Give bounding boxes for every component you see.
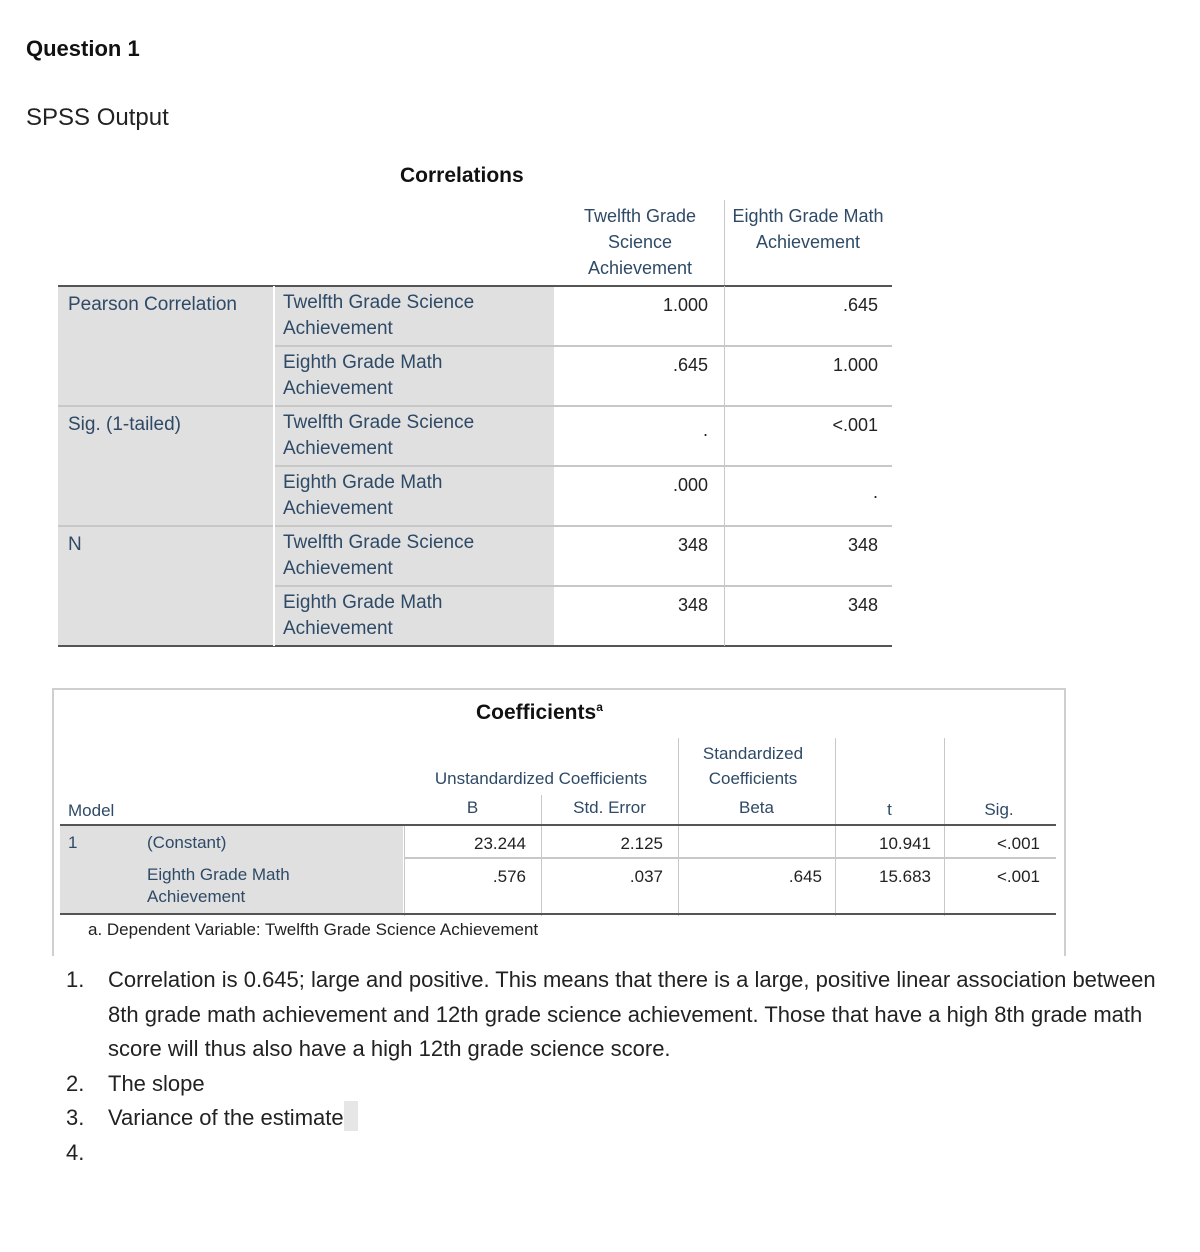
col-header-twelfth-science: Twelfth Grade Science Achievement: [583, 206, 697, 278]
coef-b: 23.244: [474, 834, 526, 853]
group-header-unstandardized: Unstandardized Coefficients: [434, 769, 648, 788]
answer-text[interactable]: Variance of the estimate: [108, 1105, 344, 1130]
coef-t: 10.941: [879, 834, 931, 853]
answer-item[interactable]: [62, 1101, 1172, 1136]
model-number: 1: [68, 833, 78, 852]
col-header-b: B: [466, 798, 479, 817]
section-subtitle: SPSS Output: [26, 104, 169, 131]
header-rule: [58, 285, 892, 287]
n-value: 348: [847, 595, 878, 615]
coef-row-label: Eighth Grade Math Achievement: [147, 865, 290, 906]
bottom-rule: [60, 913, 1056, 915]
answer-text[interactable]: The slope: [108, 1070, 205, 1096]
sig-value: <.001: [832, 415, 878, 435]
row-var-label: Eighth Grade Math Achievement: [283, 592, 443, 639]
answer-number: 2.: [66, 1070, 85, 1096]
group-header-standardized: Standardized Coefficients: [702, 744, 804, 788]
group-label-sig: Sig. (1-tailed): [68, 414, 181, 435]
header-divider: [835, 738, 836, 916]
question-title: Question 1: [26, 36, 140, 61]
coef-b: .576: [492, 867, 526, 886]
row-rule: [273, 465, 892, 467]
header-divider: [944, 738, 945, 916]
header-divider: [724, 200, 725, 286]
row-rule: [273, 345, 892, 347]
coef-row-label: (Constant): [147, 833, 227, 852]
group-rule: [58, 405, 892, 407]
row-var-label: Eighth Grade Math Achievement: [283, 472, 443, 519]
group-rule: [58, 525, 892, 527]
bottom-rule: [58, 645, 892, 647]
col-header-eighth-math: Eighth Grade Math Achievement: [732, 206, 884, 252]
answer-item[interactable]: [62, 963, 1172, 1067]
coef-beta: .645: [788, 867, 822, 886]
coefficients-title-text: Coefficients: [476, 701, 597, 724]
col-header-model: Model: [68, 801, 115, 820]
answer-number: 3.: [66, 1105, 85, 1130]
answer-item[interactable]: [62, 1067, 1172, 1102]
n-value: 348: [847, 535, 878, 555]
header-divider: [678, 738, 679, 916]
label-divider: [273, 286, 275, 646]
table-footnote: a. Dependent Variable: Twelfth Grade Science Achievement: [88, 920, 539, 939]
group-label-pearson: Pearson Correlation: [68, 294, 237, 315]
row-rule: [404, 857, 1056, 859]
sig-value: .000: [672, 475, 708, 495]
row-var-label: Eighth Grade Math Achievement: [283, 352, 443, 399]
coef-std-error: .037: [629, 867, 663, 886]
answer-number: 1.: [66, 967, 85, 992]
row-var-label: Twelfth Grade Science Achievement: [283, 412, 475, 459]
n-value: 348: [677, 535, 708, 555]
n-value: 348: [677, 595, 708, 615]
sig-value: .: [872, 482, 878, 502]
coef-sig: <.001: [996, 867, 1040, 886]
row-var-label: Twelfth Grade Science Achievement: [283, 292, 475, 339]
corr-value: .645: [842, 295, 878, 315]
corr-value: 1.000: [832, 355, 878, 375]
answers-list[interactable]: [62, 963, 1172, 1170]
row-rule: [273, 585, 892, 587]
coef-sig: <.001: [996, 834, 1040, 853]
coefficients-title-footnote-mark: a: [596, 700, 603, 714]
coefficients-title: [476, 700, 603, 725]
col-header-beta: Beta: [739, 798, 774, 817]
answer-item[interactable]: [62, 1136, 1172, 1171]
coef-t: 15.683: [879, 867, 931, 886]
correlations-title: Correlations: [400, 164, 524, 187]
sig-value: .: [702, 420, 708, 440]
header-rule: [60, 824, 1056, 826]
coef-std-error: 2.125: [620, 834, 663, 853]
col-header-sig: Sig.: [984, 800, 1014, 819]
text-cursor: [344, 1101, 358, 1131]
answer-number: 4.: [66, 1139, 85, 1165]
value-divider: [724, 286, 725, 646]
corr-value: 1.000: [662, 295, 708, 315]
coefficients-table: [52, 688, 1066, 956]
col-header-t: t: [887, 800, 892, 819]
corr-value: .645: [672, 355, 708, 375]
answer-text[interactable]: Correlation is 0.645; large and positive. This means that there is a large, positive linear association between 8th grade math achievement and 12th grade science achievement. Those that have a high 8th grade math score will thus also have a high 12th grade science score.: [108, 967, 1156, 1061]
col-header-std-error: Std. Error: [573, 798, 646, 817]
row-var-label: Twelfth Grade Science Achievement: [283, 532, 475, 579]
group-label-n: N: [68, 534, 82, 555]
